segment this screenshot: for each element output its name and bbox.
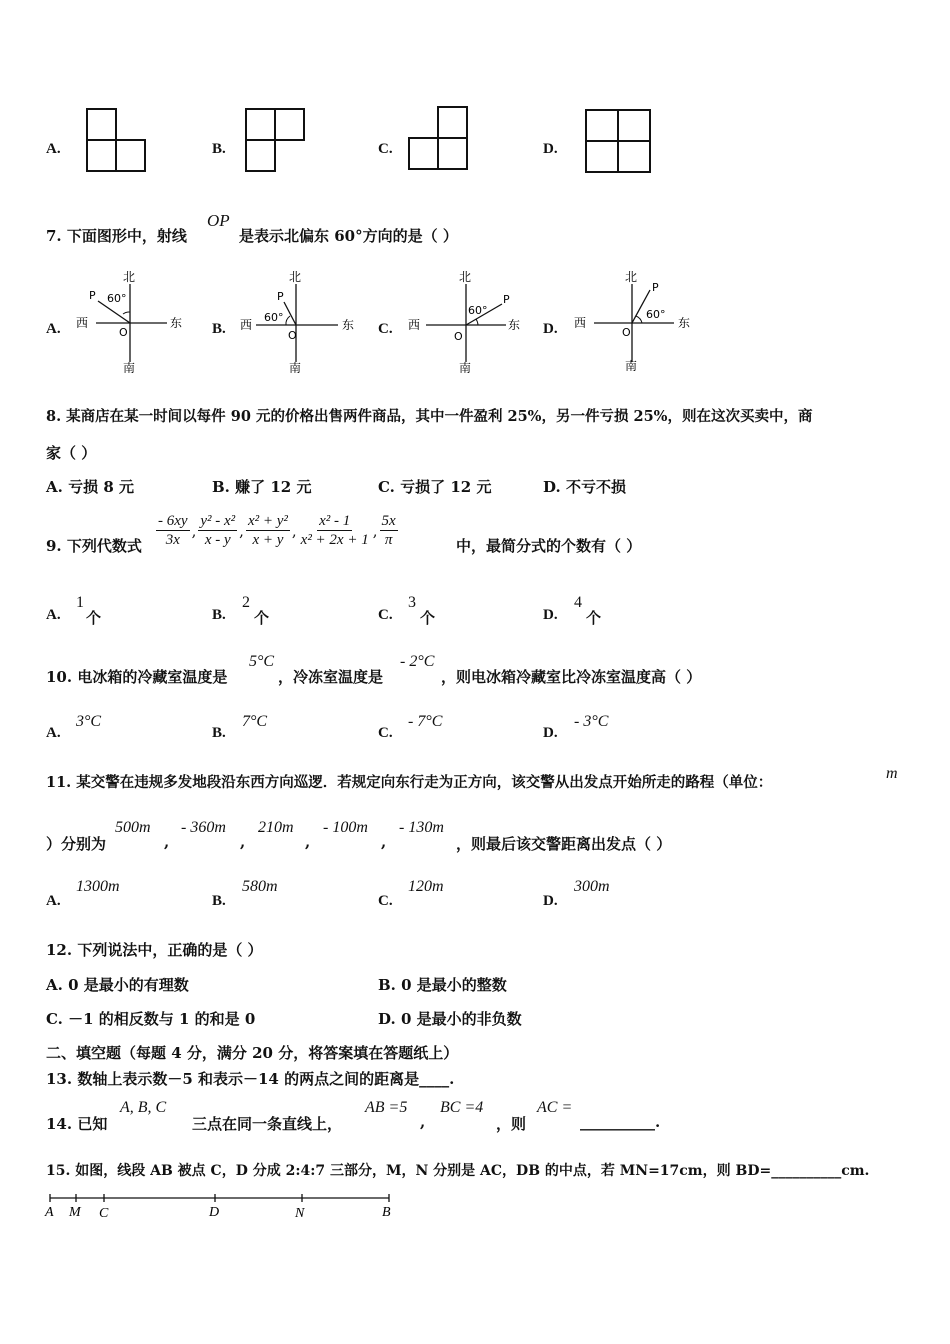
q11-option-b-label[interactable]: B.	[212, 893, 226, 909]
q7-stem	[46, 225, 187, 246]
q10-option-c-value: - 7°C	[408, 713, 443, 730]
q15-label-c: C	[99, 1206, 109, 1221]
q10-option-b-value: 7°C	[242, 713, 268, 730]
q15-text: 15. 如图，线段 AB 被点 C，D 分成 2:4:7 三部分，M，N 分别是 AC，DB 的中点，若 MN=17cm，则 BD=__________cm.	[46, 1163, 870, 1179]
q11-distance-5: - 130m	[399, 819, 444, 836]
q14-prefix: 14. 已知	[46, 1115, 108, 1133]
q6-option-a-figure	[84, 106, 148, 174]
q7b-origin: O	[288, 329, 297, 342]
q7d-west: 西	[574, 316, 587, 330]
q11-line1: 11. 某交警在违规多发地段沿东西方向巡逻．若规定向东行走为正方向，该交警从出发点开始所走的路程（单位：	[46, 774, 773, 791]
q7c-origin: O	[454, 330, 463, 343]
q15-label-n: N	[295, 1206, 305, 1221]
q9-expressions: $\frac{- 6xy}{3x}$ , $\frac{\text{y² - x²}}{x - y}$ , $\frac{\text{x² + y²}}{x + y}$ , $\frac{\text{x² - 1}}{\text{x² + 2x + 1}}$ , $\frac{5x}{\pi}$	[158, 513, 396, 548]
q9-option-b-value: 2	[242, 594, 250, 611]
q11-line2-prefix: ）分别为	[46, 835, 107, 853]
q7c-angle: 60°	[468, 304, 488, 317]
q10-mid: ，冷冻室温度是	[278, 668, 384, 686]
q11-option-d-value: 300m	[574, 878, 610, 895]
q14-points: A, B, C	[120, 1099, 167, 1116]
q14-blank[interactable]: __________.	[580, 1113, 661, 1131]
q11-distance-2: - 360m	[181, 819, 226, 836]
q8-option-d[interactable]: D. 不亏不损	[543, 478, 626, 496]
q6-option-c-figure	[406, 104, 470, 174]
q9-option-a-label[interactable]: A.	[46, 607, 61, 623]
q15-label-a: A	[45, 1205, 54, 1220]
q7d-east: 东	[678, 316, 691, 330]
q9-option-a-unit: 个	[86, 609, 102, 627]
q10-option-d-value: - 3°C	[574, 713, 609, 730]
q6-option-d-label[interactable]: D.	[543, 141, 558, 157]
q12-stem: 12. 下列说法中，正确的是（ ）	[46, 941, 263, 959]
q7d-angle: 60°	[646, 308, 666, 321]
q11-option-d-label[interactable]: D.	[543, 893, 558, 909]
q9-fraction-4: $\frac{\text{x² - 1}}{\text{x² + 2x + 1}}$	[300, 513, 369, 548]
q14-bc: BC =4	[440, 1099, 484, 1116]
q7-option-a-compass	[70, 266, 190, 376]
q9-fraction-1: $\frac{- 6xy}{3x}$	[158, 513, 188, 548]
q9-option-d-label[interactable]: D.	[543, 607, 558, 623]
q9-fraction-3: $\frac{\text{x² + y²}}{x + y}$	[247, 513, 288, 548]
q9-suffix: 中，最简分式的个数有（ ）	[456, 537, 642, 555]
q7c-west: 西	[408, 318, 421, 332]
q7c-east: 东	[508, 318, 521, 332]
q7a-south: 南	[123, 361, 136, 375]
q8-line2: 家（ ）	[46, 444, 97, 462]
q14-ac: AC =	[537, 1099, 573, 1116]
q7c-point: P	[503, 293, 510, 306]
q8-option-a[interactable]: A. 亏损 8 元	[46, 478, 134, 496]
q15-label-m: M	[69, 1205, 81, 1220]
q15-segment-diagram	[44, 1190, 400, 1222]
q7-option-c-label[interactable]: C.	[378, 321, 393, 337]
q9-fraction-5: $\frac{5x}{\pi}$	[381, 513, 396, 548]
q7a-west: 西	[76, 316, 89, 330]
q12-option-d[interactable]: D. 0 是最小的非负数	[378, 1010, 522, 1028]
q6-option-b-figure	[243, 106, 307, 174]
q12-option-c[interactable]: C. －1 的相反数与 1 的和是 0	[46, 1010, 256, 1028]
q15-label-b: B	[382, 1205, 391, 1220]
q7c-south: 南	[459, 361, 472, 375]
q7a-north: 北	[123, 270, 136, 284]
q10-option-a-label[interactable]: A.	[46, 725, 61, 741]
q7b-east: 东	[342, 318, 355, 332]
q14-ab: AB =5	[365, 1099, 408, 1116]
q8-line1: 8. 某商店在某一时间以每件 90 元的价格出售两件商品，其中一件盈利 25%，另一件亏损 25%，则在这次买卖中，商	[46, 408, 813, 425]
q7-option-a-label[interactable]: A.	[46, 321, 61, 337]
q11-option-b-value: 580m	[242, 878, 278, 895]
q6-option-a-label[interactable]: A.	[46, 141, 61, 157]
q6-option-c-label[interactable]: C.	[378, 141, 393, 157]
q7a-point: P	[89, 289, 96, 302]
q7b-north: 北	[289, 270, 302, 284]
q10-temp-freezer: - 2°C	[400, 653, 435, 670]
q10-option-a-value: 3°C	[76, 713, 102, 730]
q7c-north: 北	[459, 270, 472, 284]
q11-option-c-label[interactable]: C.	[378, 893, 393, 909]
q11-option-a-label[interactable]: A.	[46, 893, 61, 909]
q10-option-b-label[interactable]: B.	[212, 725, 226, 741]
q7-text-after: 是表示北偏东 60°方向的是（ ）	[239, 227, 458, 245]
q7a-angle: 60°	[107, 292, 127, 305]
q7-option-b-label[interactable]: B.	[212, 321, 226, 337]
q7d-point: P	[652, 281, 659, 294]
q11-option-a-value: 1300m	[76, 878, 120, 895]
q9-option-d-value: 4	[574, 594, 582, 611]
q7b-south: 南	[289, 361, 302, 375]
q9-option-b-label[interactable]: B.	[212, 607, 226, 623]
q9-option-c-label[interactable]: C.	[378, 607, 393, 623]
q11-distance-3: 210m	[258, 819, 294, 836]
q7a-east: 东	[170, 316, 183, 330]
q8-option-b[interactable]: B. 赚了 12 元	[212, 478, 312, 496]
q11-line2-suffix: ，则最后该交警距离出发点（ ）	[456, 835, 672, 853]
q13-text: 13. 数轴上表示数－5 和表示－14 的两点之间的距离是____.	[46, 1070, 455, 1088]
q9-option-b-unit: 个	[254, 609, 270, 627]
q14-then: ，则	[496, 1115, 527, 1133]
q9-option-d-unit: 个	[586, 609, 602, 627]
q7-text-before: 下面图形中，射线	[66, 227, 187, 245]
q7-option-d-compass	[568, 266, 698, 376]
section-2-heading: 二、填空题（每题 4 分，满分 20 分，将答案填在答题纸上）	[46, 1044, 459, 1062]
q9-prefix: 9. 下列代数式	[46, 537, 142, 555]
q9-option-c-unit: 个	[420, 609, 436, 627]
q10-option-d-label[interactable]: D.	[543, 725, 558, 741]
q11-distance-4: - 100m	[323, 819, 368, 836]
q6-option-b-label[interactable]: B.	[212, 141, 226, 157]
q7d-origin: O	[622, 326, 631, 339]
q12-option-b[interactable]: B. 0 是最小的整数	[378, 976, 507, 994]
q7-number: 7.	[46, 227, 62, 245]
q10-prefix: 10. 电冰箱的冷藏室温度是	[46, 668, 228, 686]
q7-option-d-label[interactable]: D.	[543, 321, 558, 337]
q7d-north: 北	[625, 270, 638, 284]
q7-option-b-compass	[236, 266, 361, 376]
q7-ray-label: OP	[207, 211, 230, 230]
q10-temp-fridge: 5°C	[249, 653, 275, 670]
q9-option-a-value: 1	[76, 594, 84, 611]
q7d-south: 南	[625, 359, 638, 373]
q9-fraction-2: $\frac{\text{y² - x²}}{x - y}$	[200, 513, 236, 548]
q7b-angle: 60°	[264, 311, 284, 324]
q10-suffix: ，则电冰箱冷藏室比冷冻室温度高（ ）	[441, 668, 702, 686]
q14-mid: 三点在同一条直线上，	[192, 1115, 343, 1133]
q7b-point: P	[277, 290, 284, 303]
q8-option-c[interactable]: C. 亏损了 12 元	[378, 478, 492, 496]
q7b-west: 西	[240, 318, 253, 332]
q11-option-c-value: 120m	[408, 878, 444, 895]
q10-option-c-label[interactable]: C.	[378, 725, 393, 741]
q11-unit: m	[886, 765, 898, 782]
q12-option-a[interactable]: A. 0 是最小的有理数	[46, 976, 189, 994]
q7-option-c-compass	[402, 266, 527, 376]
q15-label-d: D	[209, 1205, 220, 1220]
q7a-origin: O	[119, 326, 128, 339]
q9-option-c-value: 3	[408, 594, 416, 611]
q11-distance-1: 500m	[115, 819, 151, 836]
q6-option-d-figure	[583, 107, 655, 175]
